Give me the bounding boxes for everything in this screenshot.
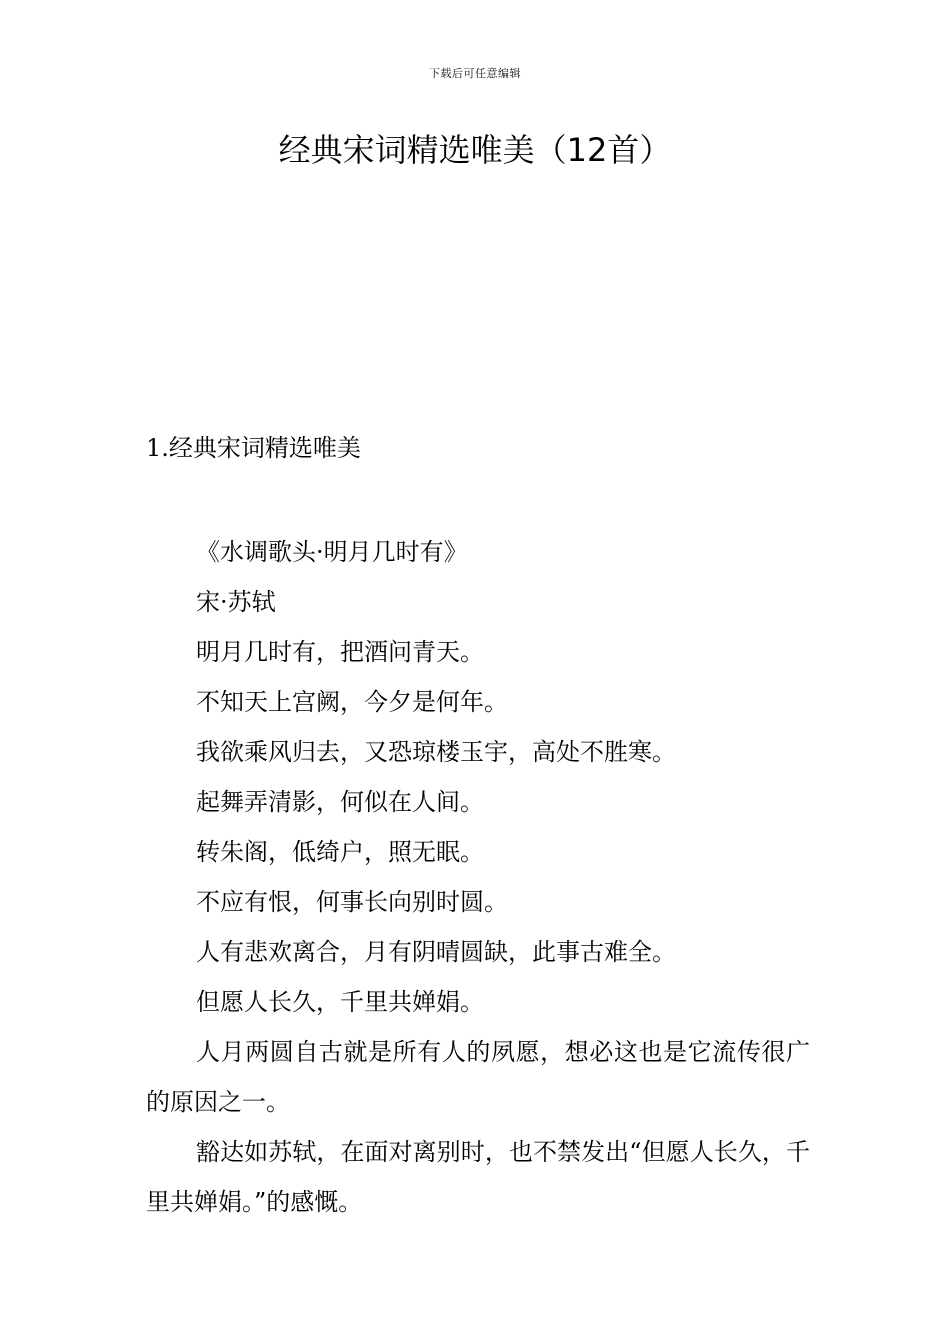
poem-line: 不知天上宫阙，今夕是何年。 (196, 688, 508, 716)
poem-block (146, 527, 810, 1227)
poem-line: 但愿人长久，千里共婵娟。 (196, 988, 484, 1016)
poem-author: 宋·苏轼 (196, 588, 276, 616)
poem-line: 明月几时有，把酒问青天。 (196, 638, 484, 666)
commentary-paragraph: 豁达如苏轼，在面对离别时，也不禁发出“但愿人长久，千里共婵娟。”的感慨。 (146, 1138, 810, 1216)
document-title: 经典宋词精选唯美（12首） (278, 131, 672, 169)
poem-line: 我欲乘风归去，又恐琼楼玉宇，高处不胜寒。 (196, 738, 676, 766)
commentary-paragraph: 人月两圆自古就是所有人的夙愿，想必这也是它流传很广的原因之一。 (146, 1038, 810, 1116)
poem-line: 起舞弄清影，何似在人间。 (196, 788, 484, 816)
poem-line: 不应有恨，何事长向别时圆。 (196, 888, 508, 916)
header-note: 下载后可任意编辑 (429, 67, 521, 80)
poem-line: 转朱阁，低绮户，照无眠。 (196, 838, 484, 866)
poem-line: 人有悲欢离合，月有阴晴圆缺，此事古难全。 (196, 938, 676, 966)
poem-title: 《水调歌头·明月几时有》 (196, 538, 468, 566)
section-heading: 1.经典宋词精选唯美 (146, 434, 361, 462)
